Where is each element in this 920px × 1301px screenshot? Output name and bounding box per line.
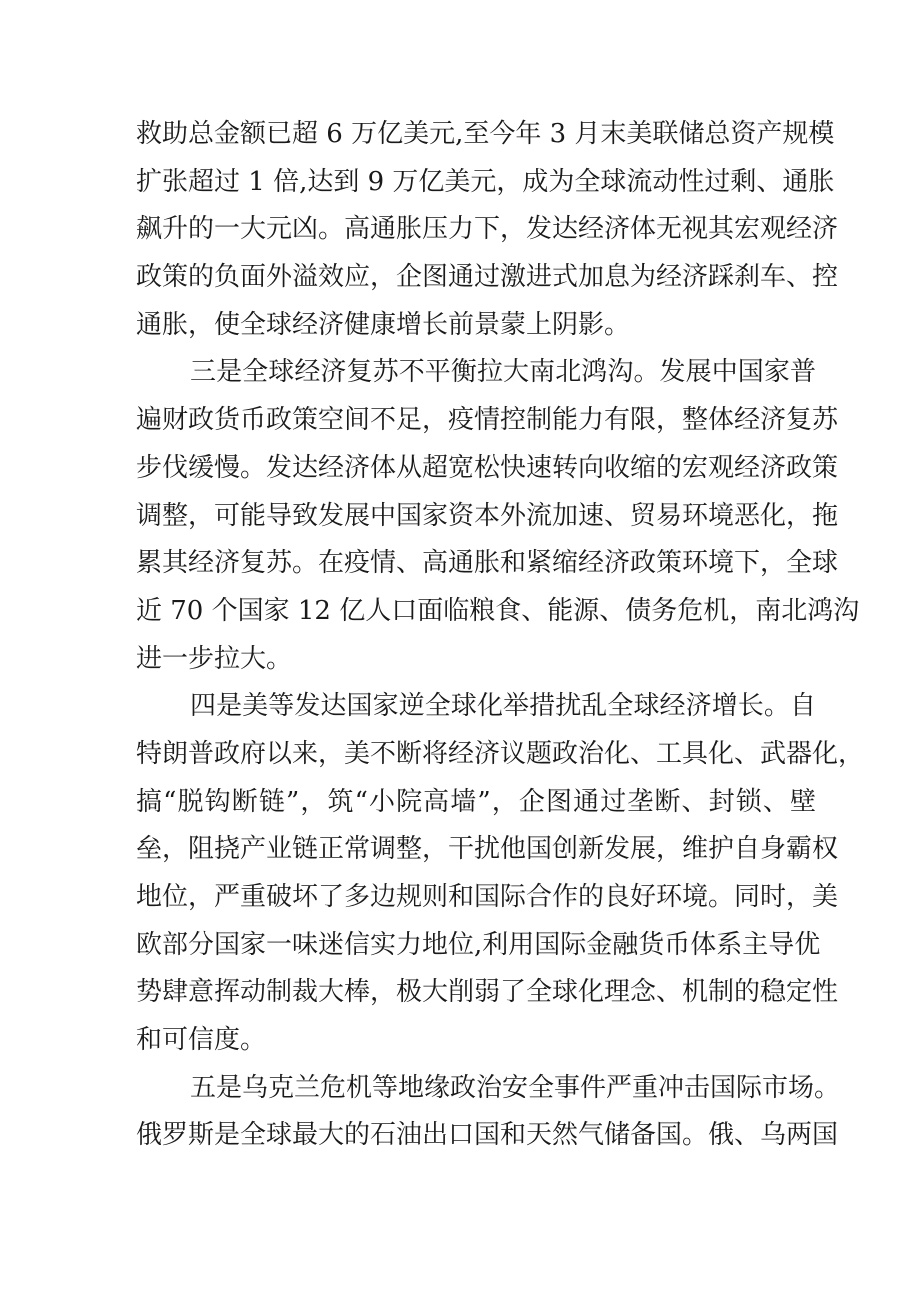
- text-line: 五是乌克兰危机等地缘政治安全事件严重冲击国际市场。: [190, 1072, 841, 1103]
- text-line: 欧部分国家一味迷信实力地位,利用国际金融货币体系主导优: [136, 929, 821, 960]
- document-body: [136, 111, 865, 1160]
- paragraph-point-four: [136, 683, 865, 1065]
- text-line: 进一步拉大。: [136, 643, 293, 674]
- text-line: 近 70 个国家 12 亿人口面临粮食、能源、债务危机，南北鸿沟: [136, 595, 860, 626]
- text-line: 和可信度。: [136, 1025, 267, 1056]
- paragraph-rescue-funds: [136, 111, 839, 349]
- text-line: 四是美等发达国家逆全球化举措扰乱全球经济增长。自: [190, 691, 816, 722]
- paragraph-point-five: [136, 1065, 841, 1160]
- text-line: 遍财政货币政策空间不足，疫情控制能力有限，整体经济复苏: [136, 405, 839, 436]
- text-line: 扩张超过 1 倍,达到 9 万亿美元，成为全球流动性过剩、通胀: [136, 166, 835, 197]
- text-line: 搞“脱钩断链”，筑“小院高墙”，企图通过垄断、封锁、壁: [136, 786, 816, 817]
- paragraph-point-three: [136, 349, 860, 683]
- text-line: 势肆意挥动制裁大棒，极大削弱了全球化理念、机制的稳定性: [136, 977, 839, 1008]
- text-line: 俄罗斯是全球最大的石油出口国和天然气储备国。俄、乌两国: [136, 1120, 839, 1151]
- text-line: 政策的负面外溢效应，企图通过激进式加息为经济踩刹车、控: [136, 262, 839, 293]
- text-line: 救助总金额已超 6 万亿美元,至今年 3 月末美联储总资产规模: [136, 119, 835, 149]
- text-line: 特朗普政府以来，美不断将经济议题政治化、工具化、武器化，: [136, 738, 865, 769]
- text-line: 累其经济复苏。在疫情、高通胀和紧缩经济政策环境下，全球: [136, 548, 839, 579]
- text-line: 三是全球经济复苏不平衡拉大南北鸿沟。发展中国家普: [190, 357, 816, 388]
- text-line: 飙升的一大元凶。高通胀压力下，发达经济体无视其宏观经济: [136, 214, 839, 245]
- text-line: 调整，可能导致发展中国家资本外流加速、贸易环境恶化，拖: [136, 500, 839, 531]
- text-line: 垒，阻挠产业链正常调整，干扰他国创新发展，维护自身霸权: [136, 834, 839, 865]
- text-line: 通胀，使全球经济健康增长前景蒙上阴影。: [136, 309, 631, 340]
- text-line: 步伐缓慢。发达经济体从超宽松快速转向收缩的宏观经济政策: [136, 452, 839, 483]
- text-line: 地位，严重破坏了多边规则和国际合作的良好环境。同时，美: [136, 882, 839, 912]
